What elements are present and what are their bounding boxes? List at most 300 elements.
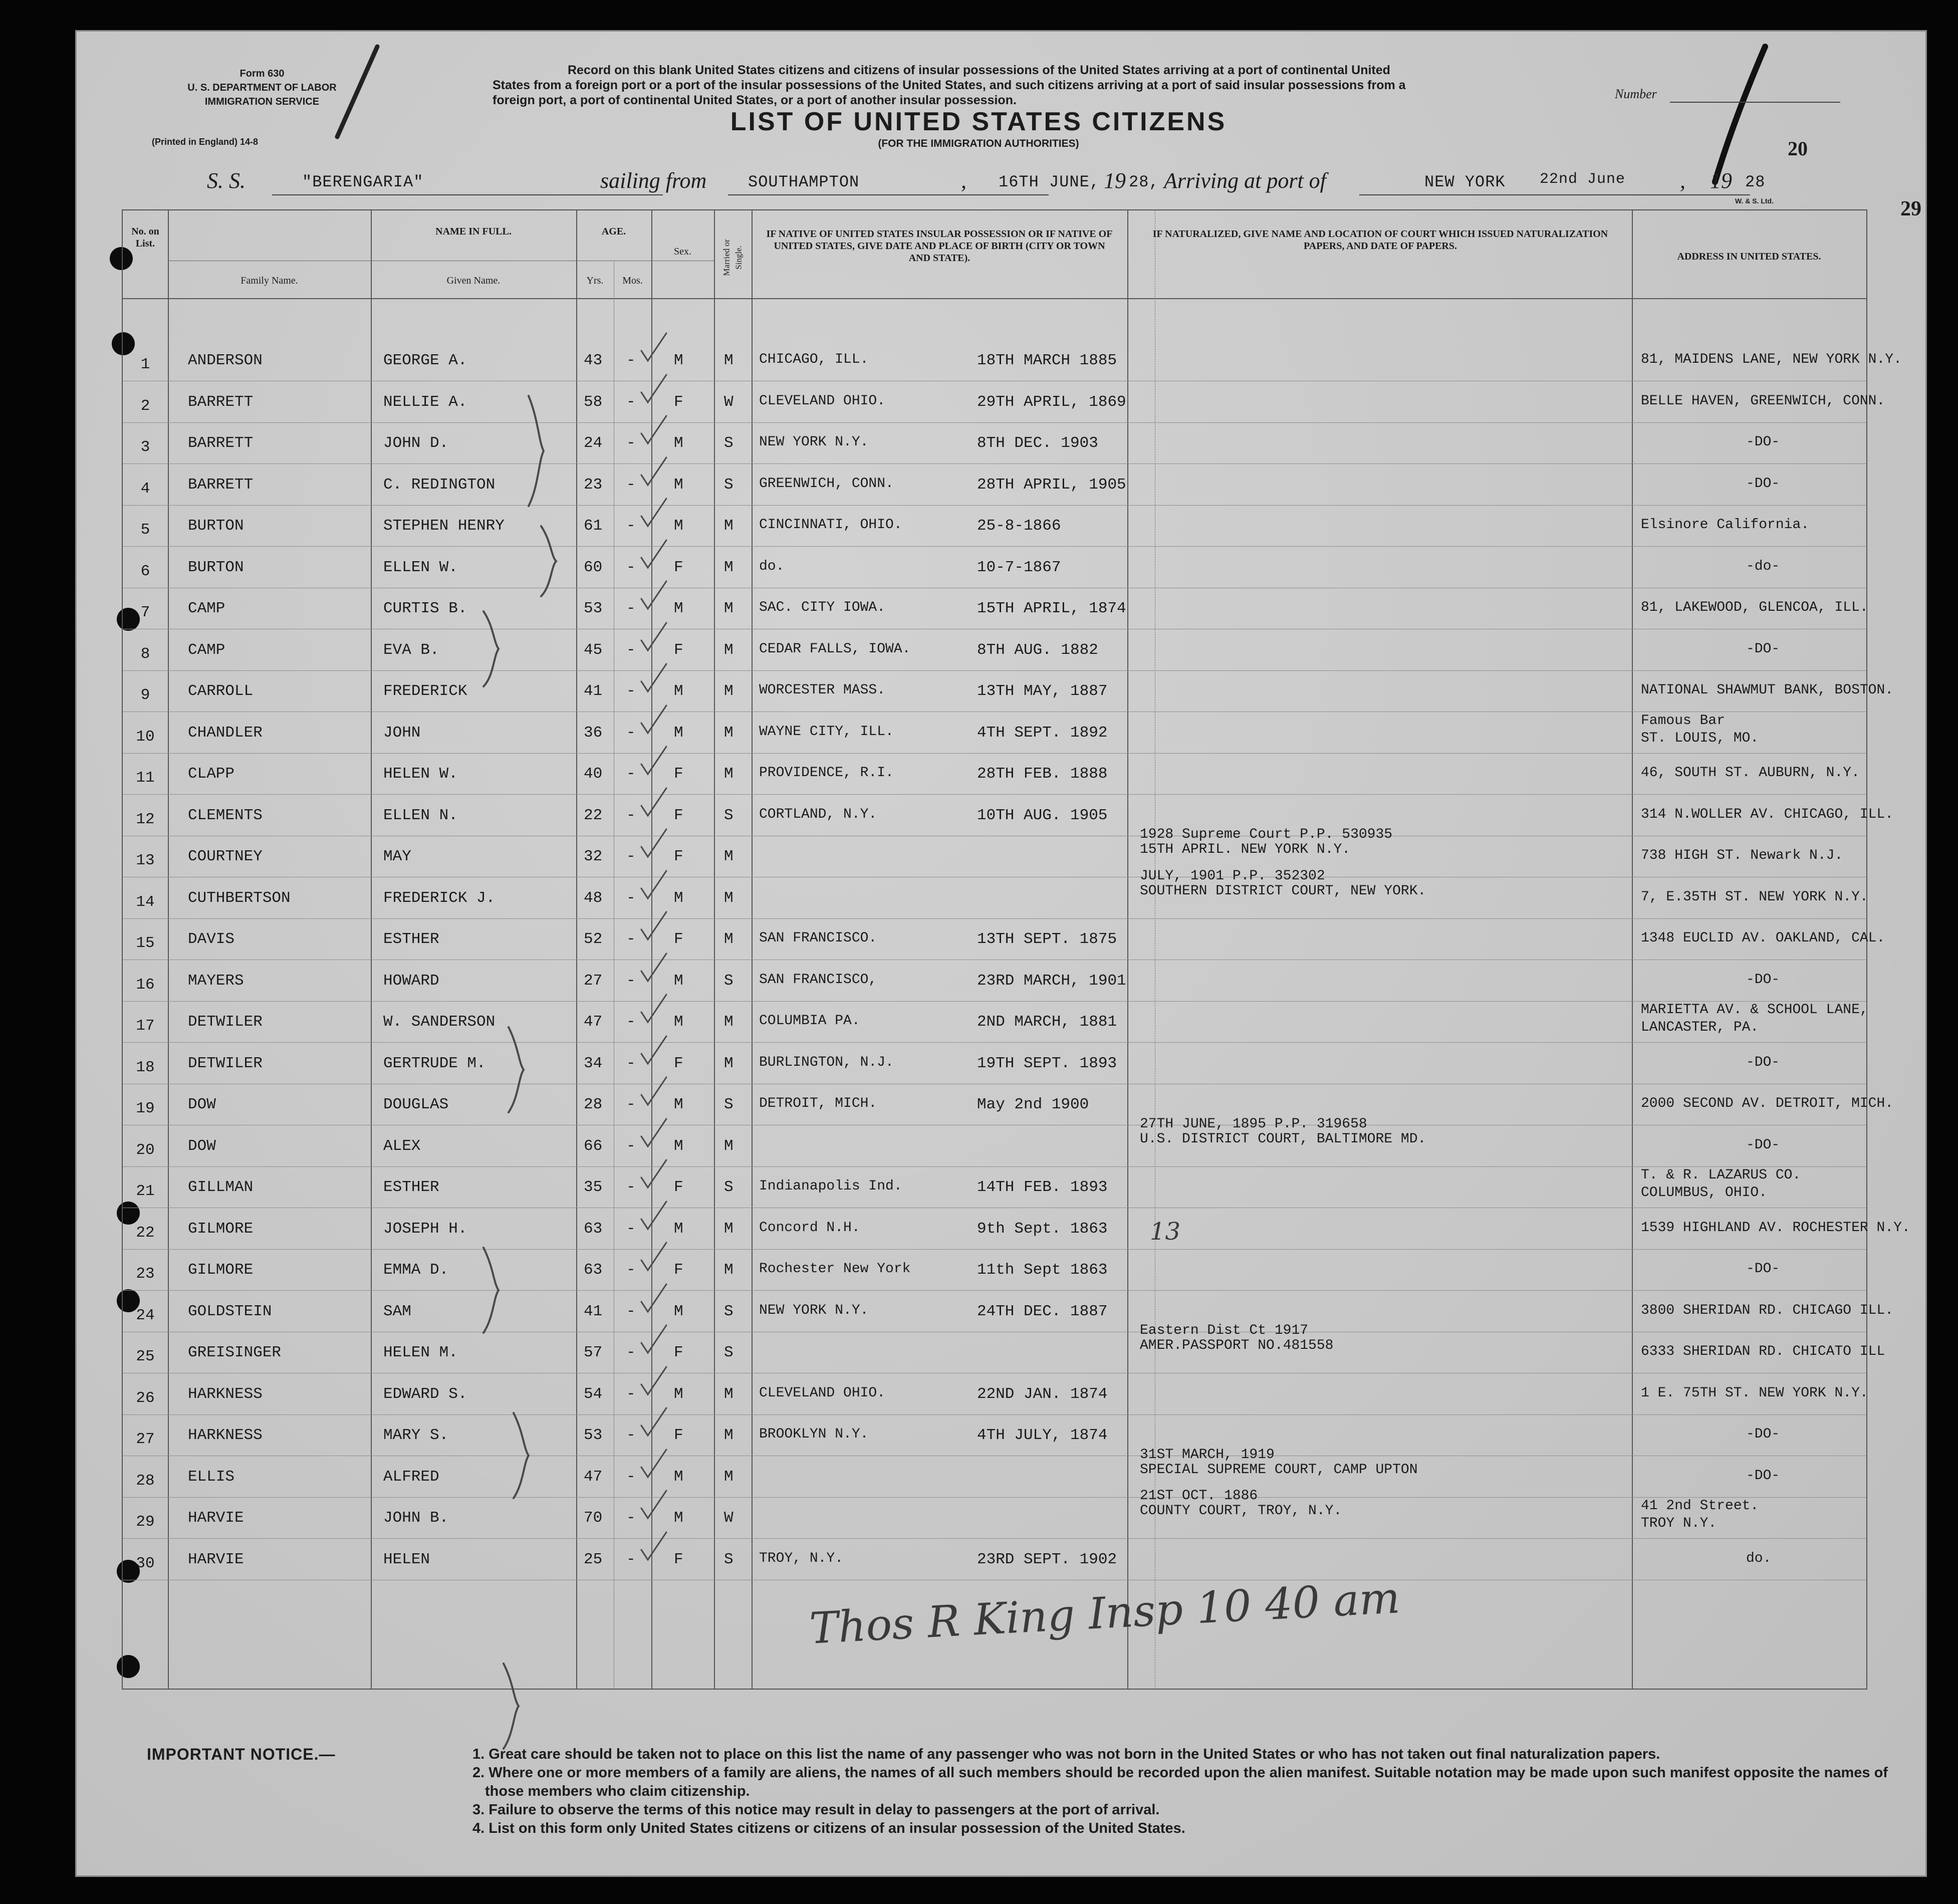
- notice-heading: IMPORTANT NOTICE.—: [147, 1745, 336, 1763]
- cell-yrs: 43: [584, 352, 603, 369]
- cell-sex: F: [674, 765, 683, 783]
- cell-sex: F: [674, 1261, 683, 1279]
- cell-given: CURTIS B.: [383, 600, 467, 617]
- cell-family: BURTON: [188, 558, 244, 576]
- family-bracket: [499, 1022, 539, 1117]
- arriving-label: Arriving at port of: [1164, 168, 1326, 193]
- departure-year: 28,: [1129, 173, 1159, 191]
- cell-no: 9: [140, 686, 150, 704]
- cell-mos: -: [626, 1302, 636, 1320]
- cell-ms: M: [724, 1468, 733, 1486]
- cell-ms: M: [724, 517, 733, 535]
- cell-mos: -: [626, 1137, 636, 1155]
- cell-mos: -: [626, 600, 636, 617]
- cell-addr1: 314 N.WOLLER AV. CHICAGO, ILL.: [1641, 806, 1894, 822]
- check-mark-icon: [639, 909, 669, 944]
- cell-yrs: 41: [584, 682, 603, 700]
- check-mark-icon: [639, 1323, 669, 1358]
- cell-family: GILLMAN: [188, 1178, 254, 1196]
- cell-yrs: 40: [584, 765, 603, 783]
- cell-sex: M: [674, 1096, 683, 1113]
- cell-family: BURTON: [188, 517, 244, 535]
- cell-yrs: 58: [584, 393, 603, 411]
- cell-date: 9th Sept. 1863: [977, 1220, 1108, 1238]
- cell-sex: F: [674, 930, 683, 948]
- cell-date: 28TH FEB. 1888: [977, 765, 1108, 783]
- cell-ms: M: [724, 1220, 733, 1238]
- cell-mos: -: [626, 889, 636, 907]
- cell-date: 14TH FEB. 1893: [977, 1178, 1108, 1196]
- cell-ms: S: [724, 1550, 733, 1568]
- cell-date: 15TH APRIL, 1874: [977, 600, 1126, 617]
- cell-sex: M: [674, 1013, 683, 1031]
- cell-yrs: 27: [584, 972, 603, 990]
- cell-mos: -: [626, 1344, 636, 1361]
- cell-date: 13TH SEPT. 1875: [977, 930, 1117, 948]
- cell-date: 4TH SEPT. 1892: [977, 724, 1108, 742]
- cell-yrs: 66: [584, 1137, 603, 1155]
- cell-no: 27: [136, 1431, 155, 1448]
- cell-no: 24: [136, 1306, 155, 1324]
- cell-addr1: 738 HIGH ST. Newark N.J.: [1641, 848, 1843, 863]
- cell-mos: -: [626, 475, 636, 494]
- cell-given: MAY: [383, 848, 411, 865]
- cell-family: BARRETT: [188, 434, 254, 452]
- cell-given: EVA B.: [383, 641, 439, 659]
- cell-ms: S: [724, 1344, 733, 1361]
- cell-addr2: LANCASTER, PA.: [1641, 1020, 1759, 1035]
- cell-ms: M: [724, 1013, 733, 1031]
- cell-addr1: 81, LAKEWOOD, GLENCOA, ILL.: [1641, 600, 1868, 615]
- cell-given: HELEN: [383, 1550, 430, 1568]
- cell-family: GILMORE: [188, 1220, 254, 1238]
- handwritten-annotation: 13: [1150, 1218, 1181, 1246]
- cell-mos: -: [626, 765, 636, 783]
- cell-addr1: do.: [1746, 1550, 1772, 1566]
- cell-sex: F: [674, 1344, 683, 1361]
- cell-no: 13: [136, 852, 155, 869]
- cell-addr2: ST. LOUIS, MO.: [1641, 730, 1759, 746]
- check-mark-icon: [639, 661, 669, 696]
- column-header-birth: IF NATIVE OF UNITED STATES INSULAR POSSESSION OR IF NATIVE OF UNITED STATES, GIVE DATE AND PLACE OF BIRTH (CITY OR TOWN AND STATE).: [766, 228, 1113, 264]
- cell-mos: -: [626, 1509, 636, 1527]
- cell-ms: M: [724, 352, 733, 369]
- cell-ms: M: [724, 1261, 733, 1279]
- cell-family: MAYERS: [188, 972, 244, 990]
- cell-sex: M: [674, 600, 683, 617]
- cell-ms: M: [724, 1054, 733, 1072]
- cell-place: CORTLAND, N.Y.: [759, 806, 877, 822]
- cell-family: GOLDSTEIN: [188, 1302, 272, 1320]
- cell-place: GREENWICH, CONN.: [759, 475, 894, 492]
- cell-addr1: 1 E. 75TH ST. NEW YORK N.Y.: [1641, 1385, 1868, 1401]
- cell-yrs: 41: [584, 1302, 603, 1320]
- cell-yrs: 63: [584, 1261, 603, 1279]
- cell-family: COURTNEY: [188, 848, 263, 865]
- check-mark-icon: [639, 1405, 669, 1441]
- cell-yrs: 60: [584, 558, 603, 576]
- cell-naturalization-2: SPECIAL SUPREME COURT, CAMP UPTON: [1140, 1462, 1418, 1478]
- cell-given: EDWARD S.: [383, 1385, 467, 1403]
- cell-ms: S: [724, 1178, 733, 1196]
- cell-mos: -: [626, 1013, 636, 1031]
- cell-place: Rochester New York: [759, 1261, 911, 1277]
- cell-date: 23RD SEPT. 1902: [977, 1550, 1117, 1568]
- cell-sex: M: [674, 1220, 683, 1238]
- check-mark-icon: [639, 1488, 669, 1523]
- cell-mos: -: [626, 1178, 636, 1196]
- cell-given: MARY S.: [383, 1426, 449, 1444]
- cell-date: 8TH AUG. 1882: [977, 641, 1098, 659]
- column-header-family: Family Name.: [240, 275, 298, 286]
- cell-ms: M: [724, 724, 733, 742]
- cell-mos: -: [626, 806, 636, 824]
- cell-family: ANDERSON: [188, 352, 263, 369]
- page-title: LIST OF UNITED STATES CITIZENS: [730, 107, 1227, 136]
- inspector-signature: Thos R King Insp 10 40 am: [808, 1573, 1401, 1654]
- cell-no: 2: [140, 397, 150, 415]
- comma: ,: [1680, 168, 1685, 193]
- cell-place: COLUMBIA PA.: [759, 1013, 860, 1029]
- cell-mos: -: [626, 352, 636, 369]
- cell-ms: S: [724, 434, 733, 452]
- cell-sex: M: [674, 434, 683, 452]
- column-header-married: Married or Single.: [721, 239, 744, 276]
- cell-sex: M: [674, 1302, 683, 1320]
- check-mark-icon: [639, 744, 669, 779]
- check-mark-icon: [639, 455, 669, 490]
- cell-yrs: 53: [584, 1426, 603, 1444]
- cell-given: HOWARD: [383, 972, 439, 990]
- cell-given: HELEN W.: [383, 765, 458, 783]
- cell-given: JOHN D.: [383, 434, 449, 452]
- cell-yrs: 48: [584, 889, 603, 907]
- cell-place: CEDAR FALLS, IOWA.: [759, 641, 911, 657]
- column-header-name: NAME IN FULL.: [435, 226, 512, 237]
- cell-place: PROVIDENCE, R.I.: [759, 765, 894, 781]
- ss-label: S. S.: [207, 168, 246, 193]
- cell-family: GILMORE: [188, 1261, 254, 1279]
- cell-yrs: 57: [584, 1344, 603, 1361]
- cell-given: SAM: [383, 1302, 411, 1320]
- column-header-address: ADDRESS IN UNITED STATES.: [1677, 251, 1821, 262]
- check-mark-icon: [639, 1116, 669, 1151]
- cell-place: CINCINNATI, OHIO.: [759, 517, 902, 533]
- cell-addr1: 7, E.35TH ST. NEW YORK N.Y.: [1641, 889, 1868, 905]
- cell-naturalization-2: AMER.PASSPORT NO.481558: [1140, 1338, 1334, 1353]
- cell-sex: F: [674, 393, 683, 411]
- form-number: Form 630: [239, 68, 285, 79]
- cell-sex: M: [674, 889, 683, 907]
- column-header-naturalized: IF NATURALIZED, GIVE NAME AND LOCATION OF COURT WHICH ISSUED NATURALIZATION PAPERS, AND DATE OF PAPERS.: [1152, 228, 1608, 252]
- cell-place: CHICAGO, ILL.: [759, 352, 869, 367]
- cell-mos: -: [626, 641, 636, 659]
- cell-yrs: 52: [584, 930, 603, 948]
- cell-given: C. REDINGTON: [383, 475, 496, 494]
- cell-no: 25: [136, 1348, 155, 1365]
- cell-date: 25-8-1866: [977, 517, 1061, 535]
- cell-ms: W: [724, 393, 733, 411]
- cell-date: 24TH DEC. 1887: [977, 1302, 1108, 1320]
- cell-mos: -: [626, 1385, 636, 1403]
- cell-ms: M: [724, 930, 733, 948]
- cell-place: CLEVELAND OHIO.: [759, 393, 886, 409]
- cell-date: 11th Sept 1863: [977, 1261, 1108, 1279]
- cell-naturalization-1: Eastern Dist Ct 1917: [1140, 1323, 1309, 1338]
- cell-yrs: 22: [584, 806, 603, 824]
- cell-addr1: T. & R. LAZARUS CO.: [1641, 1167, 1801, 1183]
- cell-sex: F: [674, 1054, 683, 1072]
- cell-sex: M: [674, 1509, 683, 1527]
- cell-yrs: 25: [584, 1550, 603, 1568]
- cell-sex: F: [674, 848, 683, 865]
- cell-no: 4: [140, 480, 150, 498]
- cell-family: CHANDLER: [188, 724, 263, 742]
- cell-yrs: 53: [584, 600, 603, 617]
- cell-family: BARRETT: [188, 393, 254, 411]
- cell-mos: -: [626, 434, 636, 452]
- cell-mos: -: [626, 1426, 636, 1444]
- column-header-mos: Mos.: [622, 275, 643, 286]
- cell-yrs: 23: [584, 475, 603, 494]
- cell-ms: M: [724, 682, 733, 700]
- port-of-departure: SOUTHAMPTON: [748, 173, 860, 191]
- cell-ms: M: [724, 765, 733, 783]
- cell-family: HARVIE: [188, 1550, 244, 1568]
- cell-given: JOSEPH H.: [383, 1220, 467, 1238]
- cell-naturalization-1: 21ST OCT. 1886: [1140, 1488, 1258, 1504]
- cell-no: 22: [136, 1224, 155, 1242]
- cell-addr1: 1348 EUCLID AV. OAKLAND, CAL.: [1641, 930, 1885, 946]
- cell-addr1: BELLE HAVEN, GREENWICH, CONN.: [1641, 393, 1885, 409]
- cell-date: 28TH APRIL, 1905: [977, 475, 1126, 494]
- ship-name: "BERENGARIA": [302, 173, 424, 191]
- cell-given: HELEN M.: [383, 1344, 458, 1361]
- cell-yrs: 61: [584, 517, 603, 535]
- check-mark-icon: [639, 827, 669, 862]
- cell-mos: -: [626, 972, 636, 990]
- cell-date: 2ND MARCH, 1881: [977, 1013, 1117, 1031]
- cell-family: DOW: [188, 1137, 216, 1155]
- cell-no: 17: [136, 1017, 155, 1035]
- cell-sex: F: [674, 1550, 683, 1568]
- cell-no: 8: [140, 645, 150, 663]
- cell-family: DETWILER: [188, 1054, 263, 1072]
- cell-addr1: Famous Bar: [1641, 712, 1726, 729]
- cell-yrs: 28: [584, 1096, 603, 1113]
- cell-family: GREISINGER: [188, 1344, 282, 1361]
- cell-place: WAYNE CITY, ILL.: [759, 724, 894, 740]
- cell-sex: M: [674, 972, 683, 990]
- sailing-from-label: sailing from: [600, 168, 707, 193]
- cell-no: 30: [136, 1554, 155, 1572]
- cell-addr1: -DO-: [1746, 1468, 1780, 1484]
- cell-date: 19TH SEPT. 1893: [977, 1054, 1117, 1072]
- check-mark-icon: [639, 538, 669, 573]
- cell-sex: M: [674, 352, 683, 369]
- pen-stroke-mark: [327, 42, 387, 142]
- cell-sex: F: [674, 1178, 683, 1196]
- cell-yrs: 63: [584, 1220, 603, 1238]
- notice-item-1: 1. Great care should be taken not to place on this list the name of any passenger who was not born in the United States or who has not taken out final naturalization papers.: [472, 1746, 1660, 1762]
- page-number: 20: [1788, 137, 1808, 160]
- cell-no: 28: [136, 1472, 155, 1490]
- cell-date: 4TH JULY, 1874: [977, 1426, 1108, 1444]
- cell-given: ELLEN W.: [383, 558, 458, 576]
- cell-given: W. SANDERSON: [383, 1013, 496, 1031]
- cell-place: BURLINGTON, N.J.: [759, 1054, 894, 1070]
- cell-family: DOW: [188, 1096, 216, 1113]
- cell-naturalization-1: 1928 Supreme Court P.P. 530935: [1140, 827, 1393, 842]
- family-bracket: [504, 1408, 544, 1503]
- cell-place: SAN FRANCISCO.: [759, 930, 877, 946]
- family-bracket: [531, 521, 571, 601]
- cell-addr2: TROY N.Y.: [1641, 1516, 1717, 1531]
- cell-addr1: Elsinore California.: [1641, 517, 1810, 533]
- margin-number: 29: [1900, 197, 1921, 220]
- cell-sex: F: [674, 806, 683, 824]
- printer-mark: W. & S. Ltd.: [1735, 197, 1774, 205]
- cell-yrs: 34: [584, 1054, 603, 1072]
- cell-family: CAMP: [188, 600, 225, 617]
- cell-sex: M: [674, 517, 683, 535]
- arrival-year-prefix: 19: [1710, 168, 1732, 193]
- cell-given: STEPHEN HENRY: [383, 517, 505, 535]
- cell-date: May 2nd 1900: [977, 1096, 1089, 1113]
- year-prefix: 19: [1104, 168, 1126, 193]
- cell-sex: M: [674, 1385, 683, 1403]
- cell-given: ELLEN N.: [383, 806, 458, 824]
- cell-ms: M: [724, 600, 733, 617]
- cell-family: HARVIE: [188, 1509, 244, 1527]
- passenger-table: [122, 209, 1910, 1690]
- cell-given: GERTRUDE M.: [383, 1054, 486, 1072]
- check-mark-icon: [639, 579, 669, 614]
- cell-no: 18: [136, 1058, 155, 1076]
- cell-addr1: MARIETTA AV. & SCHOOL LANE,: [1641, 1002, 1868, 1018]
- cell-family: BARRETT: [188, 475, 254, 494]
- cell-ms: M: [724, 889, 733, 907]
- important-notice: [147, 1745, 1900, 1838]
- check-mark-icon: [639, 1157, 669, 1193]
- cell-yrs: 36: [584, 724, 603, 742]
- cell-addr1: -do-: [1746, 558, 1780, 574]
- cell-addr2: COLUMBUS, OHIO.: [1641, 1185, 1768, 1201]
- cell-no: 7: [140, 604, 150, 621]
- check-mark-icon: [639, 868, 669, 903]
- cell-sex: M: [674, 475, 683, 494]
- cell-family: DETWILER: [188, 1013, 263, 1031]
- cell-given: FREDERICK: [383, 682, 467, 700]
- cell-sex: M: [674, 682, 683, 700]
- cell-given: FREDERICK J.: [383, 889, 496, 907]
- notice-item-4: 4. List on this form only United States citizens or citizens of an insular possession of the United States.: [472, 1820, 1185, 1836]
- cell-addr1: 2000 SECOND AV. DETROIT, MICH.: [1641, 1096, 1894, 1111]
- departure-date: 16TH JUNE,: [999, 173, 1100, 191]
- cell-ms: S: [724, 972, 733, 990]
- cell-addr1: -DO-: [1746, 434, 1780, 450]
- cell-no: 12: [136, 810, 155, 828]
- cell-addr1: 41 2nd Street.: [1641, 1498, 1759, 1514]
- cell-date: 8TH DEC. 1903: [977, 434, 1098, 452]
- cell-no: 6: [140, 562, 150, 580]
- cell-naturalization-1: JULY, 1901 P.P. 352302: [1140, 868, 1325, 884]
- cell-mos: -: [626, 848, 636, 865]
- printed-note: (Printed in England) 14-8: [152, 137, 259, 147]
- check-mark-icon: [639, 1447, 669, 1482]
- cell-place: NEW YORK N.Y.: [759, 434, 869, 450]
- cell-given: JOHN: [383, 724, 421, 742]
- check-mark-icon: [639, 786, 669, 821]
- cell-sex: F: [674, 641, 683, 659]
- cell-place: WORCESTER MASS.: [759, 682, 886, 698]
- cell-no: 19: [136, 1100, 155, 1117]
- cell-place: NEW YORK N.Y.: [759, 1302, 869, 1318]
- cell-no: 5: [140, 521, 150, 539]
- cell-date: 22ND JAN. 1874: [977, 1385, 1108, 1403]
- cell-date: 13TH MAY, 1887: [977, 682, 1108, 700]
- check-mark-icon: [639, 372, 669, 407]
- cell-naturalization-2: 15TH APRIL. NEW YORK N.Y.: [1140, 842, 1351, 857]
- cell-ms: S: [724, 1096, 733, 1113]
- cell-no: 23: [136, 1265, 155, 1283]
- cell-date: 10TH AUG. 1905: [977, 806, 1108, 824]
- cell-addr1: -DO-: [1746, 972, 1780, 988]
- cell-no: 3: [140, 438, 150, 456]
- check-mark-icon: [639, 413, 669, 448]
- check-mark-icon: [639, 1282, 669, 1317]
- cell-place: CLEVELAND OHIO.: [759, 1385, 886, 1401]
- family-bracket: [473, 1243, 514, 1338]
- cell-ms: M: [724, 641, 733, 659]
- cell-family: CUTHBERTSON: [188, 889, 291, 907]
- cell-date: 29TH APRIL, 1869: [977, 393, 1126, 411]
- check-mark-icon: [639, 620, 669, 655]
- cell-no: 1: [140, 356, 150, 373]
- check-mark-icon: [639, 1199, 669, 1234]
- cell-date: 23RD MARCH, 1901: [977, 972, 1126, 990]
- cell-addr1: NATIONAL SHAWMUT BANK, BOSTON.: [1641, 682, 1894, 698]
- cell-mos: -: [626, 517, 636, 535]
- cell-addr1: -DO-: [1746, 1137, 1780, 1153]
- cell-yrs: 47: [584, 1013, 603, 1031]
- cell-addr1: 1539 HIGHLAND AV. ROCHESTER N.Y.: [1641, 1220, 1910, 1236]
- cell-addr1: -DO-: [1746, 641, 1780, 657]
- family-bracket: [473, 606, 514, 691]
- cell-mos: -: [626, 1096, 636, 1113]
- cell-naturalization-2: U.S. DISTRICT COURT, BALTIMORE MD.: [1140, 1131, 1426, 1147]
- cell-place: SAN FRANCISCO,: [759, 972, 877, 988]
- column-header-sex: Sex.: [674, 246, 691, 257]
- cell-naturalization-2: COUNTY COURT, TROY, N.Y.: [1140, 1503, 1342, 1519]
- cell-place: DETROIT, MICH.: [759, 1096, 877, 1111]
- column-header-given: Given Name.: [446, 275, 501, 286]
- cell-addr1: -DO-: [1746, 475, 1780, 492]
- cell-place: BROOKLYN N.Y.: [759, 1426, 869, 1442]
- cell-yrs: 47: [584, 1468, 603, 1486]
- cell-sex: F: [674, 1426, 683, 1444]
- cell-given: JOHN B.: [383, 1509, 449, 1527]
- cell-mos: -: [626, 1220, 636, 1238]
- cell-family: CLAPP: [188, 765, 235, 783]
- check-mark-icon: [639, 951, 669, 986]
- cell-mos: -: [626, 393, 636, 411]
- cell-ms: M: [724, 1426, 733, 1444]
- cell-given: GEORGE A.: [383, 352, 467, 369]
- cell-family: HARKNESS: [188, 1426, 263, 1444]
- check-mark-icon: [639, 496, 669, 531]
- cell-family: CAMP: [188, 641, 225, 659]
